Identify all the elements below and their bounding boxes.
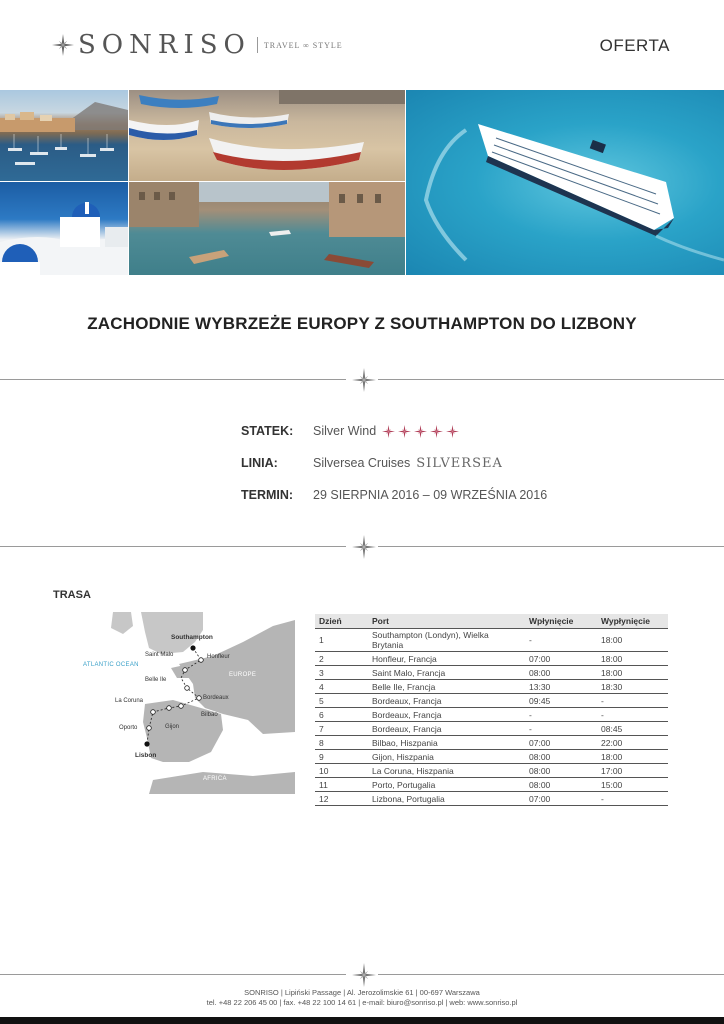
map-region-europe: EUROPE <box>229 672 257 678</box>
star-icon <box>414 425 427 438</box>
term-label: TERMIN: <box>241 488 294 502</box>
cell-departure: 08:45 <box>597 722 668 736</box>
table-row <box>315 694 668 708</box>
col-departure: Wypłynięcie <box>597 614 668 629</box>
line-value: Silversea Cruises <box>313 456 411 470</box>
map-label-oporto: Oporto <box>119 725 138 731</box>
cell-arrival: - <box>525 629 597 652</box>
cell-departure: - <box>597 792 668 806</box>
cell-port: Southampton (Londyn), Wielka Brytania <box>368 629 525 652</box>
cruise-ship-illustration <box>406 90 724 275</box>
cell-day: 1 <box>315 629 368 652</box>
compass-star-icon <box>352 368 376 392</box>
term-value: 29 SIERPNIA 2016 – 09 WRZEŚNIA 2016 <box>313 488 548 502</box>
santorini-illustration <box>0 182 128 275</box>
cell-port: Gijon, Hiszpania <box>368 750 525 764</box>
map-label-bordeaux: Bordeaux <box>203 695 229 701</box>
map-label-belle-ile: Belle Ile <box>145 677 167 683</box>
photo-cruise-ship <box>406 90 724 275</box>
cell-arrival: 08:00 <box>525 666 597 680</box>
cell-day: 9 <box>315 750 368 764</box>
cell-day: 11 <box>315 778 368 792</box>
table-row <box>315 666 668 680</box>
cell-arrival: 07:00 <box>525 652 597 666</box>
divider-top <box>0 368 724 392</box>
star-icon <box>398 425 411 438</box>
cell-departure: - <box>597 694 668 708</box>
cell-departure: 15:00 <box>597 778 668 792</box>
cell-arrival: 08:00 <box>525 764 597 778</box>
cell-arrival: - <box>525 722 597 736</box>
table-row <box>315 750 668 764</box>
cell-port: Bordeaux, Francja <box>368 722 525 736</box>
cell-arrival: 07:00 <box>525 792 597 806</box>
cell-day: 2 <box>315 652 368 666</box>
star-icon <box>382 425 395 438</box>
map-label-bilbao: Bilbao <box>201 712 218 718</box>
cell-day: 6 <box>315 708 368 722</box>
cell-arrival: 07:00 <box>525 736 597 750</box>
table-row <box>315 722 668 736</box>
col-day: Dzień <box>315 614 368 629</box>
table-row <box>315 629 668 652</box>
star-icon <box>446 425 459 438</box>
cell-day: 7 <box>315 722 368 736</box>
cell-port: Lizbona, Portugalia <box>368 792 525 806</box>
table-row <box>315 708 668 722</box>
col-port: Port <box>368 614 525 629</box>
cell-port: Porto, Portugalia <box>368 778 525 792</box>
table-row <box>315 764 668 778</box>
compass-star-icon <box>52 34 74 56</box>
map-label-southampton: Southampton <box>171 634 213 641</box>
cell-departure: 18:30 <box>597 680 668 694</box>
info-line <box>241 453 503 473</box>
cell-port: Bordeaux, Francja <box>368 708 525 722</box>
cell-day: 5 <box>315 694 368 708</box>
cell-port: Honfleur, Francja <box>368 652 525 666</box>
route-heading: TRASA <box>53 589 91 601</box>
cell-arrival: 08:00 <box>525 750 597 764</box>
map-label-saint-malo: Saint Malo <box>145 652 174 658</box>
cell-port: La Coruna, Hiszpania <box>368 764 525 778</box>
info-ship <box>241 421 462 441</box>
cell-port: Bilbao, Hiszpania <box>368 736 525 750</box>
page-title: ZACHODNIE WYBRZEŻE EUROPY Z SOUTHAMPTON DO LIZBONY <box>87 314 637 333</box>
logo-text: SONRISO <box>78 30 251 60</box>
cell-departure: - <box>597 708 668 722</box>
route-map <box>53 612 295 794</box>
cell-arrival: 09:45 <box>525 694 597 708</box>
logo-separator <box>257 37 258 53</box>
cell-departure: 18:00 <box>597 666 668 680</box>
boats-illustration <box>129 90 405 181</box>
table-row <box>315 792 668 806</box>
map-label-lisbon: Lisbon <box>135 752 157 759</box>
cell-departure: 18:00 <box>597 750 668 764</box>
venice-illustration <box>129 182 405 275</box>
star-rating <box>382 425 462 438</box>
header <box>0 0 724 90</box>
map-label-la-coruna: La Coruna <box>115 698 144 704</box>
table-row <box>315 680 668 694</box>
divider-footer <box>0 963 724 987</box>
photo-boats-beach <box>129 90 405 181</box>
cell-departure: 22:00 <box>597 736 668 750</box>
photo-venice-canal <box>129 182 405 275</box>
map-label-gijon: Gijon <box>165 724 180 730</box>
footer-address: SONRISO | Lipiński Passage | Al. Jerozolimskie 61 | 00-697 Warszawa <box>244 988 480 997</box>
document-type: OFERTA <box>599 36 670 55</box>
itinerary-table <box>315 614 668 806</box>
map-ocean-label: ATLANTIC OCEAN <box>83 662 139 668</box>
photo-santorini <box>0 182 128 275</box>
cell-arrival: 13:30 <box>525 680 597 694</box>
compass-star-icon <box>352 963 376 987</box>
harbor-illustration <box>0 90 128 181</box>
cell-departure: 18:00 <box>597 629 668 652</box>
map-region-africa: AFRICA <box>203 776 227 782</box>
cell-port: Bordeaux, Francja <box>368 694 525 708</box>
table-row <box>315 778 668 792</box>
cell-day: 10 <box>315 764 368 778</box>
cell-departure: 17:00 <box>597 764 668 778</box>
cell-day: 8 <box>315 736 368 750</box>
cell-port: Saint Malo, Francja <box>368 666 525 680</box>
logo-tagline: TRAVEL ∞ STYLE <box>263 40 343 50</box>
info-term <box>241 485 547 505</box>
cell-day: 12 <box>315 792 368 806</box>
logo[interactable] <box>52 30 343 60</box>
photo-collage <box>0 90 724 275</box>
footer-contact: tel. +48 22 206 45 00 | fax. +48 22 100 14 61 | e-mail: biuro@sonriso.pl | web: www.sonriso.pl <box>206 998 518 1007</box>
line-label: LINIA: <box>241 456 278 470</box>
cell-arrival: 08:00 <box>525 778 597 792</box>
ship-value: Silver Wind <box>313 424 377 438</box>
table-row <box>315 652 668 666</box>
silversea-logo: SILVERSEA <box>416 455 503 471</box>
cell-departure: 18:00 <box>597 652 668 666</box>
cell-arrival: - <box>525 708 597 722</box>
cell-day: 3 <box>315 666 368 680</box>
ship-label: STATEK: <box>241 424 294 438</box>
star-icon <box>430 425 443 438</box>
cell-day: 4 <box>315 680 368 694</box>
cell-port: Belle Ile, Francja <box>368 680 525 694</box>
compass-star-icon <box>352 535 376 559</box>
col-arrival: Wpłynięcie <box>525 614 597 629</box>
photo-harbor <box>0 90 128 181</box>
table-row <box>315 736 668 750</box>
table-header-row <box>315 614 668 629</box>
map-label-honfleur: Honfleur <box>207 654 230 660</box>
bottom-bar <box>0 1017 724 1024</box>
divider-middle <box>0 535 724 559</box>
